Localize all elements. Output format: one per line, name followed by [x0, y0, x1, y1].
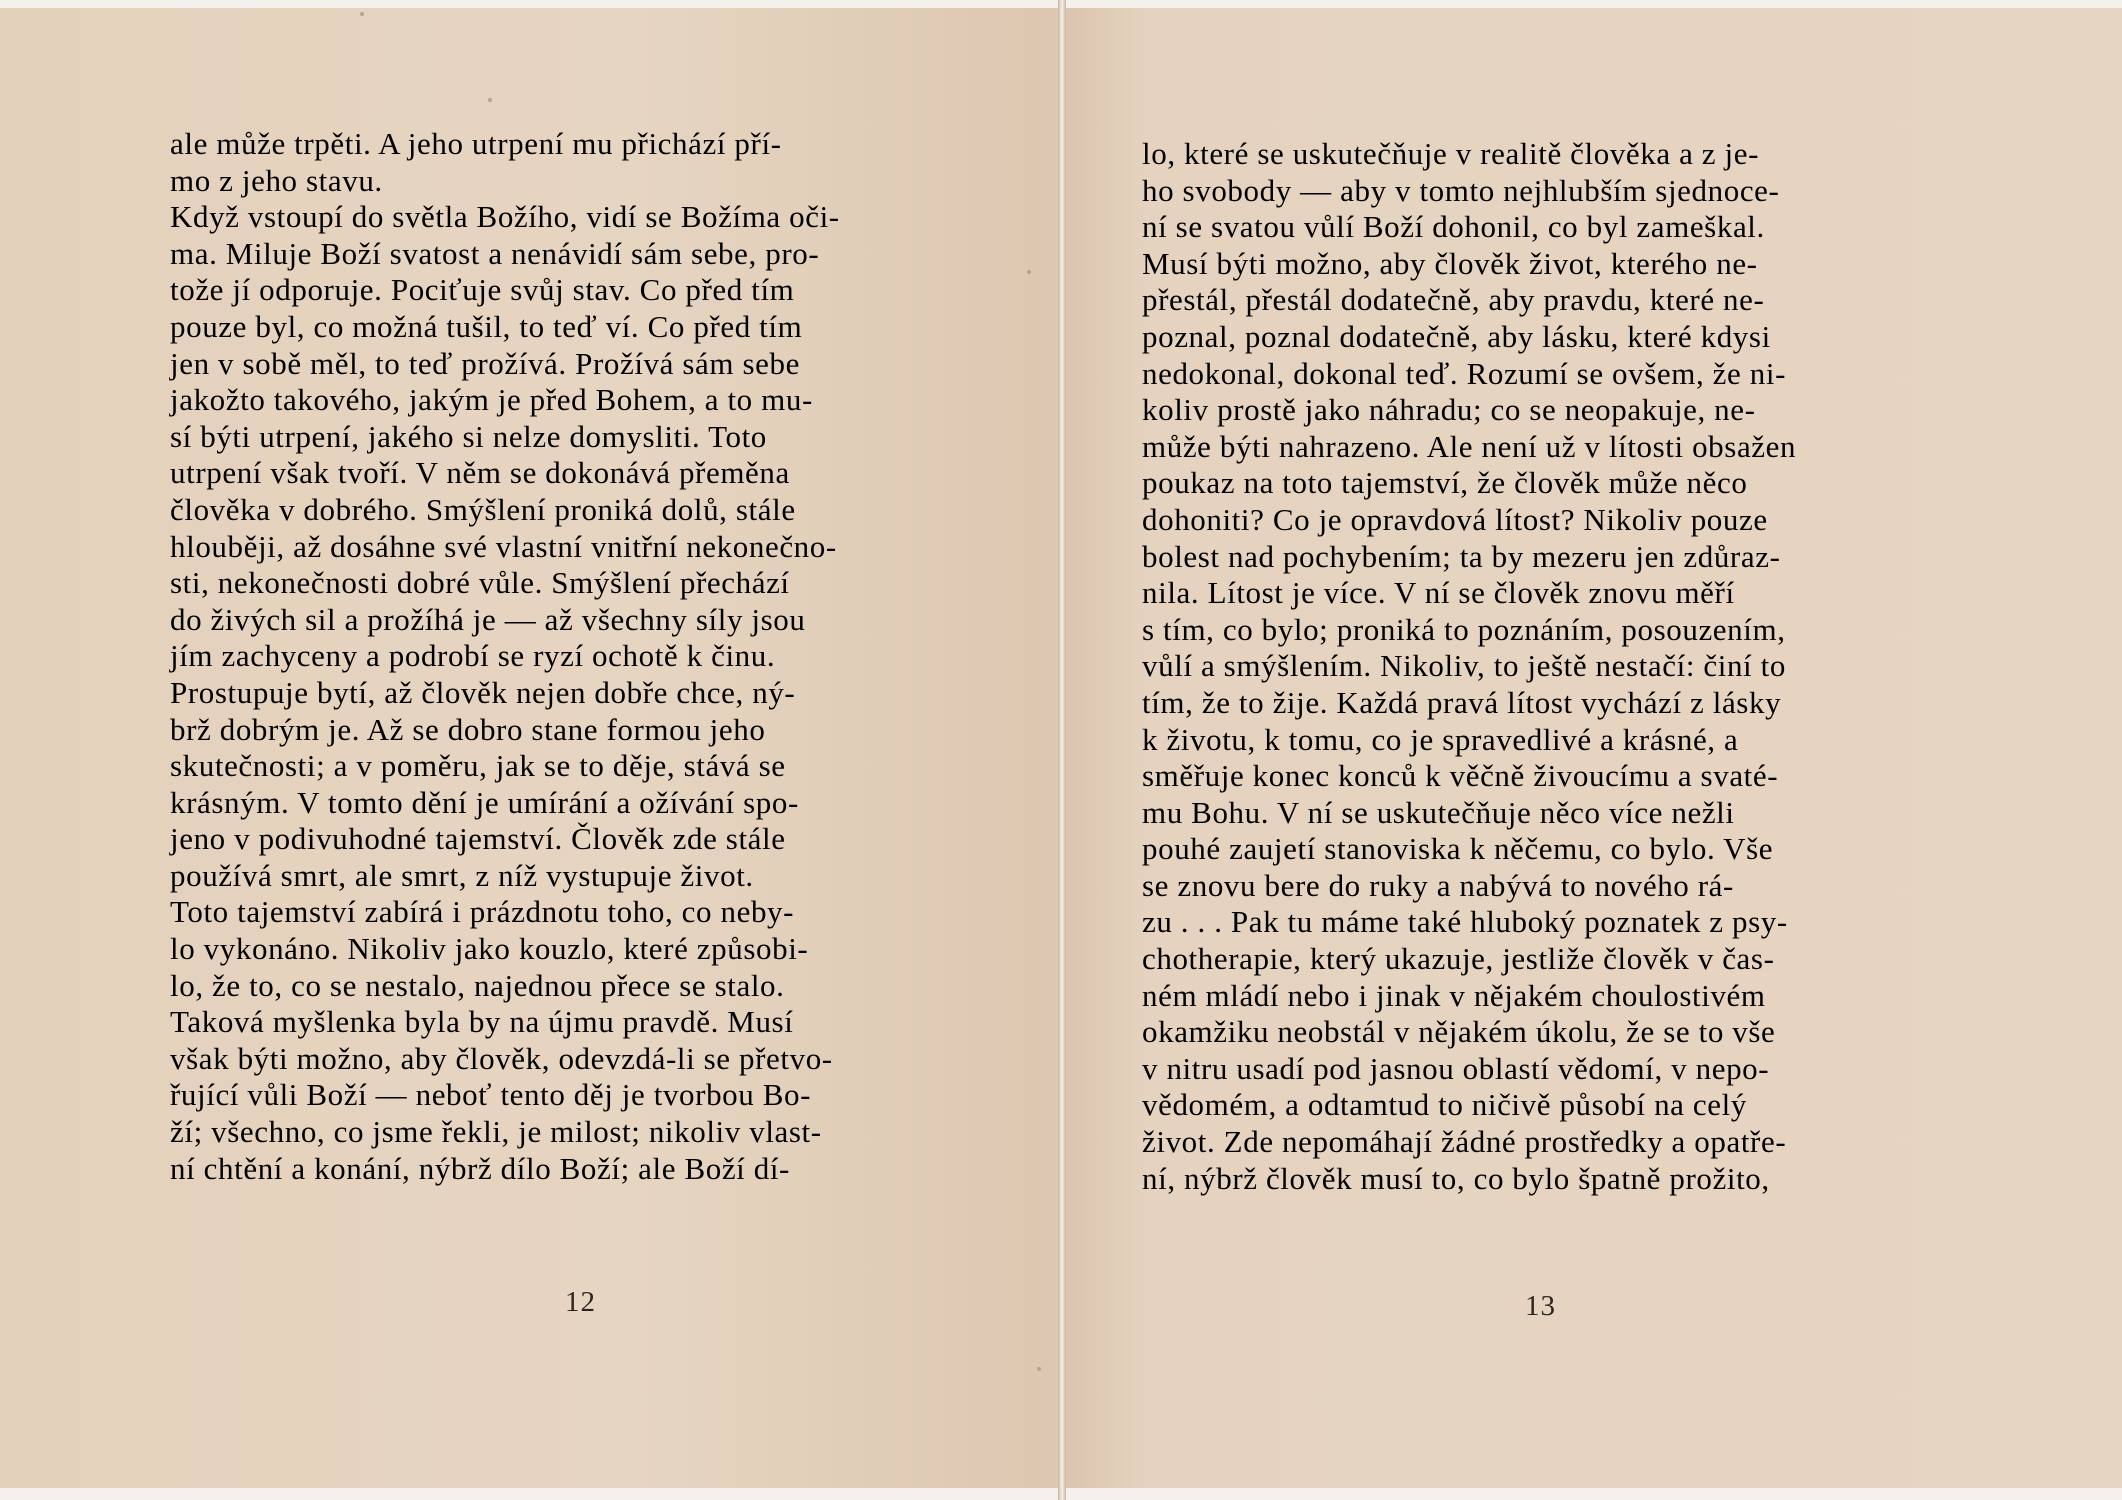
text-line: používá smrt, ale smrt, z níž vystupuje život. [170, 857, 754, 893]
text-line: lo, které se uskutečňuje v realitě člověka a z je- [1142, 136, 1760, 171]
text-line: zu . . . Pak tu máme také hluboký poznatek z psy- [1142, 904, 1788, 940]
text-line: ho svobody — aby v tomto nejhlubším sjednoce- [1142, 172, 1780, 208]
text-line: sti, nekonečnosti dobré vůle. Smýšlení přechází [170, 565, 790, 601]
text-line: okamžiku neobstál v nějakém úkolu, že se to vše [1142, 1014, 1776, 1050]
text-line: směřuje konec konců k věčně živoucímu a svaté- [1142, 758, 1779, 794]
page-number-right: 13 [1525, 1290, 1556, 1322]
text-line: krásným. V tomto dění je umírání a ožívání spo- [170, 784, 799, 820]
text-line: koliv prostě jako náhradu; co se neopakuje, ne- [1142, 392, 1756, 428]
text-line: Toto tajemství zabírá i prázdnotu toho, co neby- [170, 894, 795, 930]
text-line: do živých sil a prožíhá je — až všechny síly jsou [170, 601, 806, 637]
text-line: může býti nahrazeno. Ale není už v lítosti obsažen [1142, 428, 1797, 464]
text-line: chotherapie, který ukazuje, jestliže člověk v čas- [1142, 941, 1775, 977]
text-line: Když vstoupí do světla Božího, vidí se Božíma oči- [170, 199, 840, 235]
text-line: Prostupuje bytí, až člověk nejen dobře chce, ný- [170, 674, 796, 710]
text-line: Musí býti možno, aby člověk život, kterého ne- [1142, 245, 1758, 281]
text-line: ale může trpěti. A jeho utrpení mu přichází pří- [170, 126, 782, 161]
text-line: jakožto takového, jakým je před Bohem, a to mu- [170, 382, 813, 418]
text-line: jím zachyceny a podrobí se ryzí ochotě k činu. [170, 638, 776, 674]
text-line: jeno v podivuhodné tajemství. Člověk zde stále [170, 821, 786, 857]
book-gutter [1058, 0, 1066, 1500]
text-line: bolest nad pochybením; ta by mezeru jen zdůraz- [1142, 538, 1781, 574]
text-line: poukaz na toto tajemství, že člověk může něco [1142, 465, 1748, 501]
text-line: ma. Miluje Boží svatost a nenávidí sám sebe, pro- [170, 235, 820, 271]
text-line: skutečnosti; a v poměru, jak se to děje, stává se [170, 748, 786, 784]
text-line: hlouběji, až dosáhne své vlastní vnitřní nekonečno- [170, 528, 837, 564]
text-line: ží; všechno, co jsme řekli, je milost; nikoliv vlast- [170, 1114, 822, 1150]
text-line: ní, nýbrž člověk musí to, co bylo špatně prožito, [1142, 1160, 1770, 1196]
text-line: ném mládí nebo i jinak v nějakém choulostivém [1142, 977, 1766, 1013]
text-line: ní chtění a konání, nýbrž dílo Boží; ale Boží dí- [170, 1150, 790, 1186]
paper-speck [1027, 270, 1031, 274]
text-line: lo, že to, co se nestalo, najednou přece se stalo. [170, 967, 785, 1003]
text-line: mo z jeho stavu. [170, 162, 383, 198]
text-line: s tím, co bylo; proniká to poznáním, posouzením, [1142, 611, 1786, 647]
text-line: brž dobrým je. Až se dobro stane formou jeho [170, 711, 766, 747]
text-line: se znovu bere do ruky a nabývá to nového rá- [1142, 867, 1734, 903]
text-line: mu Bohu. V ní se uskutečňuje něco více nežli [1142, 794, 1735, 830]
text-line: člověka v dobrého. Smýšlení proniká dolů, stále [170, 491, 796, 527]
text-line: vědomém, a odtamtud to ničivě působí na celý [1142, 1087, 1747, 1123]
text-line: pouhé zaujetí stanoviska k něčemu, co bylo. Vše [1142, 831, 1774, 867]
text-line: život. Zde nepomáhají žádné prostředky a opatře- [1142, 1124, 1787, 1160]
text-line: pouze byl, co možná tušil, to teď ví. Co před tím [170, 308, 803, 344]
text-line: utrpení však tvoří. V něm se dokonává přeměna [170, 455, 790, 491]
text-line: Taková myšlenka byla by na újmu pravdě. Musí [170, 1004, 794, 1040]
text-line: lo vykonáno. Nikoliv jako kouzlo, které způsobi- [170, 931, 809, 967]
text-line: v nitru usadí pod jasnou oblastí vědomí, v nepo- [1142, 1050, 1770, 1086]
text-line: ní se svatou vůlí Boží dohonil, co byl zameškal. [1142, 209, 1765, 245]
text-line: jen v sobě měl, to teď prožívá. Prožívá sám sebe [170, 345, 800, 381]
paper-speck [360, 12, 364, 16]
page-number-left: 12 [565, 1286, 596, 1318]
text-line: tím, že to žije. Každá pravá lítost vychází z lásky [1142, 684, 1782, 720]
text-line: řující vůli Boží — neboť tento děj je tvorbou Bo- [170, 1077, 812, 1113]
text-line: sí býti utrpení, jakého si nelze domysliti. Toto [170, 418, 767, 454]
text-line: k životu, k tomu, co je spravedlivé a krásné, a [1142, 721, 1739, 757]
paper-speck [488, 98, 492, 102]
text-line: přestál, přestál dodatečně, aby pravdu, které ne- [1142, 282, 1765, 318]
text-line: však býti možno, aby člověk, odevzdá-li se přetvo- [170, 1040, 833, 1076]
text-line: vůlí a smýšlením. Nikoliv, to ještě nestačí: činí to [1142, 648, 1786, 684]
text-line: poznal, poznal dodatečně, aby lásku, které kdysi [1142, 318, 1771, 354]
left-page-text [170, 126, 840, 1187]
right-page-text [1142, 136, 1796, 1197]
paper-speck [1037, 1367, 1041, 1371]
text-line: dohoniti? Co je opravdová lítost? Nikoliv pouze [1142, 501, 1768, 537]
text-line: tože jí odporuje. Pociťuje svůj stav. Co před tím [170, 272, 795, 308]
text-line: nila. Lítost je více. V ní se člověk znovu měří [1142, 575, 1735, 611]
text-line: nedokonal, dokonal teď. Rozumí se ovšem, že ni- [1142, 355, 1786, 391]
